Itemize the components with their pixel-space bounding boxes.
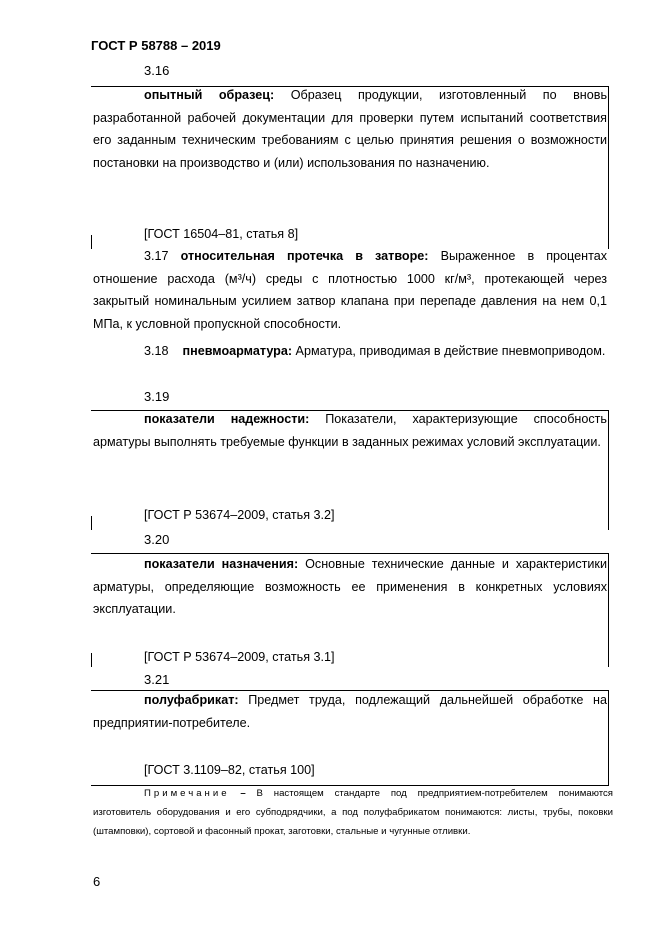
note <box>93 784 613 841</box>
term: показатели надежности: <box>144 412 310 426</box>
definition: Показатели, характеризующие способность арматуры выполнять требуемые функции в заданных режимах условий эксплуатации. <box>93 412 607 449</box>
definition: Выраженное в процентах отношение расхода (м³/ч) среды с плотностью 1000 кг/м³, протекающей через закрытый номинальным усилием затвор клапана при перепаде давления на нем 0,1 МПа, к условной пропускной способности. <box>93 249 608 332</box>
clause-number: 3.20 <box>144 532 170 547</box>
term-definition <box>93 84 607 175</box>
term: пневмоарматура: <box>182 344 293 358</box>
definition: Предмет труда, подлежащий дальнейшей обработке на предприятии-потребителе. <box>93 693 607 730</box>
note-text: В настоящем стандарте под предприятием-потребителем понимаются изготовитель оборудования и его субподрядчики, а под полуфабрикатом понимаются: листы, трубы, поковки (штамповки), сортовой и фасонный прокат, заготовки, стальные и чугунные отливки. <box>93 788 613 837</box>
term-definition <box>93 340 607 363</box>
note-dash: – <box>229 788 257 799</box>
page-number: 6 <box>93 874 101 889</box>
definition: Основные технические данные и характеристики арматуры, определяющие возможность ее применения в конкретных условиях эксплуатации. <box>93 557 607 617</box>
clause-number: 3.16 <box>144 63 170 78</box>
definition: Образец продукции, изготовленный по вновь разработанной рабочей документации для проверки путем испытаний соответствия его заданным техническим требованиям с целью принятия решения о возможности постановки на производство и (или) использования по назначению. <box>93 88 608 171</box>
clause-number: 3.21 <box>144 672 170 687</box>
term: опытный образец: <box>144 88 275 102</box>
term-source: [ГОСТ 16504–81, статья 8] <box>144 227 299 241</box>
term-source: [ГОСТ Р 53674–2009, статья 3.2] <box>144 508 335 522</box>
clause-number: 3.19 <box>144 389 170 404</box>
definition: Арматура, приводимая в действие пневмоприводом. <box>292 344 606 358</box>
clause-number: 3.17 <box>144 249 169 263</box>
term-definition <box>93 408 607 453</box>
term-definition <box>93 689 607 734</box>
term-definition <box>93 245 607 336</box>
document-number: ГОСТ Р 58788 – 2019 <box>91 38 221 53</box>
term: относительная протечка в затворе: <box>180 249 429 263</box>
term-source: [ГОСТ 3.1109–82, статья 100] <box>144 763 315 777</box>
clause-number: 3.18 <box>144 344 169 358</box>
term: полуфабрикат: <box>144 693 239 707</box>
term: показатели назначения: <box>144 557 299 571</box>
note-label: Примечание <box>144 788 230 799</box>
term-source: [ГОСТ Р 53674–2009, статья 3.1] <box>144 650 335 664</box>
term-definition <box>93 553 607 621</box>
